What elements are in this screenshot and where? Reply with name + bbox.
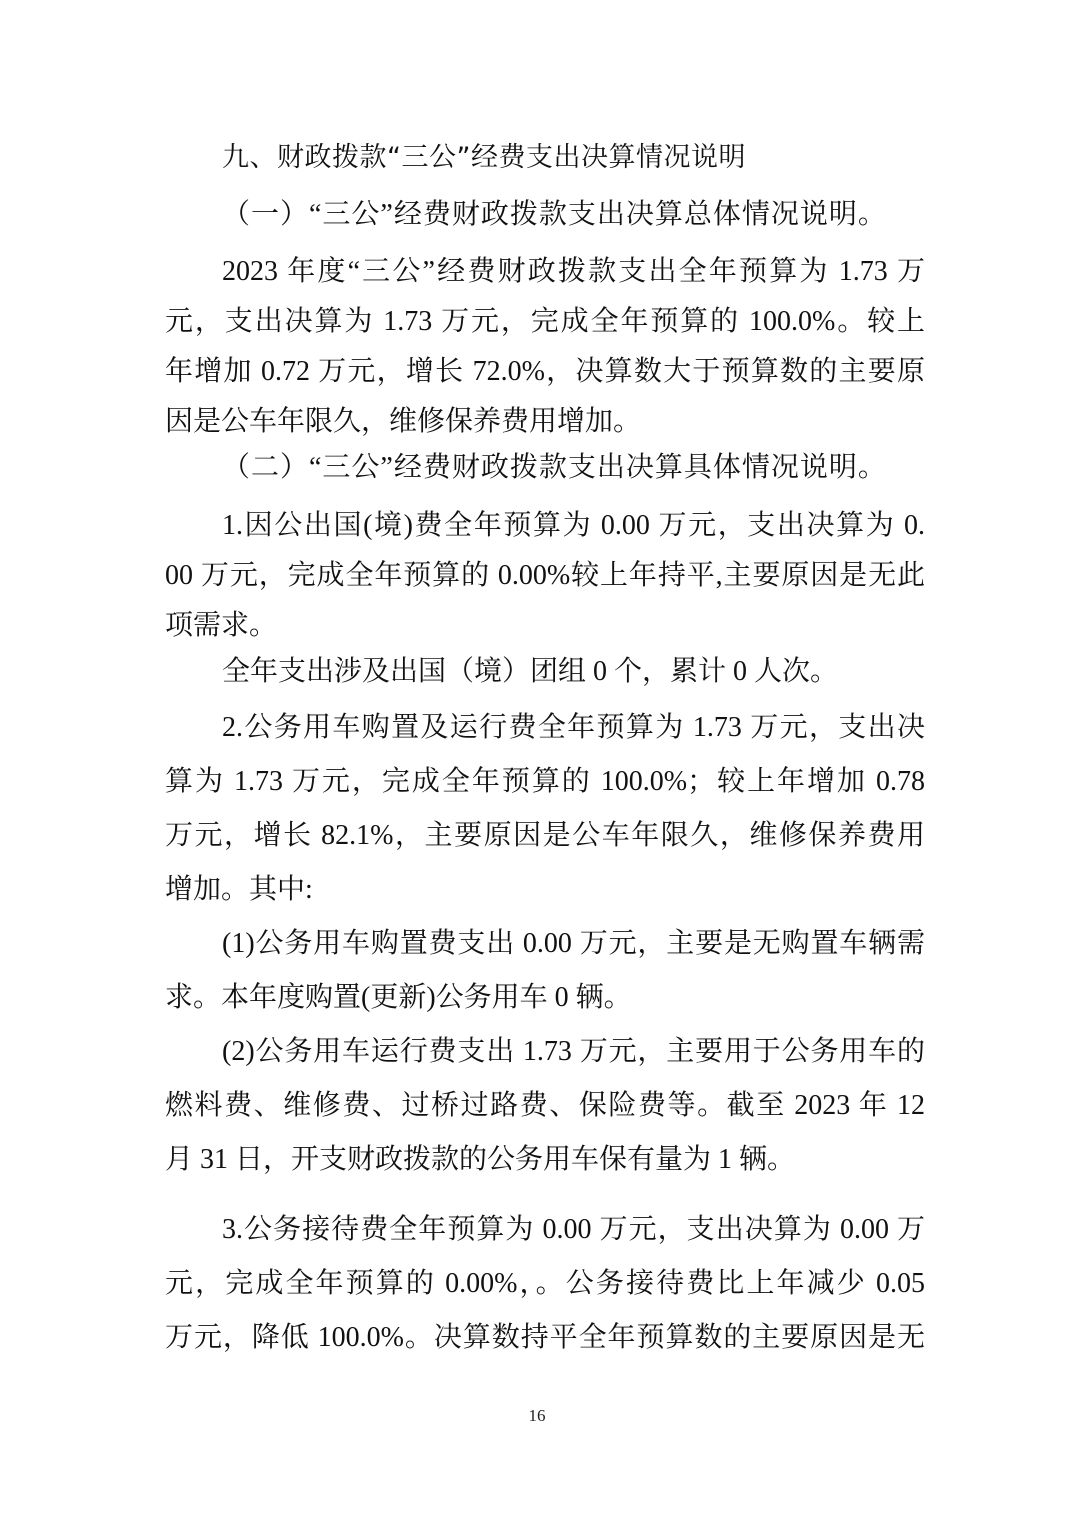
paragraph-line: 全年支出涉及出国（境）团组 0 个，累计 0 人次。 [222,656,839,687]
paragraph-line: 万元，增长 82.1%，主要原因是公车年限久，维修保养费用 [165,820,925,851]
paragraph-line: 00 万元，完成全年预算的 0.00%较上年持平,主要原因是无此 [165,560,925,591]
paragraph-line: 1.因公出国(境)费全年预算为 0.00 万元，支出决算为 0. [222,510,925,541]
paragraph-line: 求。本年度购置(更新)公务用车 0 辆。 [165,982,632,1013]
subheading-overall: （一）“三公”经费财政拨款支出决算总体情况说明。 [222,199,887,230]
paragraph-line: 2023 年度“三公”经费财政拨款支出全年预算为 1.73 万 [222,256,925,287]
paragraph-line: 增加。其中: [165,874,313,905]
paragraph-line: 万元，降低 100.0%。决算数持平全年预算数的主要原因是无 [165,1322,925,1353]
paragraph-line: 元，支出决算为 1.73 万元，完成全年预算的 100.0%。较上 [165,306,925,337]
paragraph-line: 算为 1.73 万元，完成全年预算的 100.0%；较上年增加 0.78 [165,766,925,797]
paragraph-line: 年增加 0.72 万元，增长 72.0%，决算数大于预算数的主要原 [165,356,925,387]
paragraph-line: 3.公务接待费全年预算为 0.00 万元，支出决算为 0.00 万 [222,1214,925,1245]
paragraph-line: 月 31 日，开支财政拨款的公务用车保有量为 1 辆。 [165,1144,796,1175]
paragraph-line: (2)公务用车运行费支出 1.73 万元，主要用于公务用车的 [222,1036,925,1067]
paragraph-line: 2.公务用车购置及运行费全年预算为 1.73 万元，支出决 [222,712,925,743]
page-number: 16 [528,1406,546,1425]
paragraph-line: 元，完成全年预算的 0.00%，。公务接待费比上年减少 0.05 [165,1268,925,1299]
paragraph-line: (1)公务用车购置费支出 0.00 万元，主要是无购置车辆需 [222,928,925,959]
paragraph-line: 因是公车年限久，维修保养费用增加。 [165,406,642,437]
paragraph-line: 项需求。 [165,610,278,641]
section-heading: 九、财政拨款“三公”经费支出决算情况说明 [222,142,746,173]
paragraph-line: 燃料费、维修费、过桥过路费、保险费等。截至 2023 年 12 [165,1090,925,1121]
subheading-detail: （二）“三公”经费财政拨款支出决算具体情况说明。 [222,452,887,483]
